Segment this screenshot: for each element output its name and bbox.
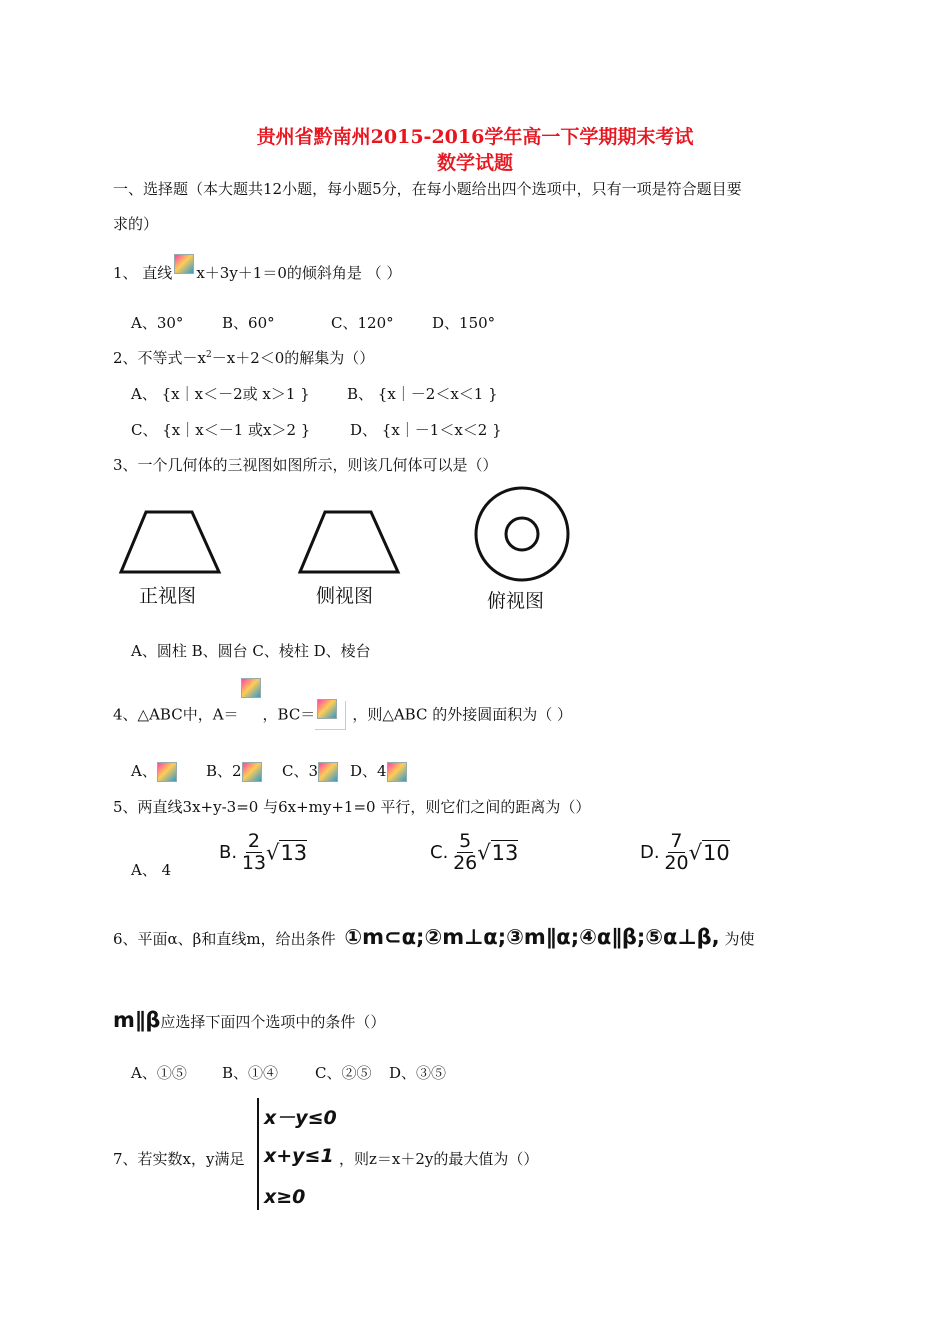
section-header-cont: 求的） bbox=[113, 215, 159, 233]
q6-line2-math: m∥β bbox=[113, 1008, 161, 1032]
q3-options: A、圆柱 B、圆台 C、棱柱 D、棱台 bbox=[131, 642, 371, 660]
formula-image-icon bbox=[242, 762, 262, 782]
q4-option-c-label: C、3 bbox=[282, 762, 319, 780]
q1-prefix: 1、 直线 bbox=[113, 264, 173, 282]
question-5: 5、两直线3x+y-3=0 与6x+my+1=0 平行，则它们之间的距离为（） bbox=[113, 798, 591, 816]
page-subtitle: 数学试题 bbox=[436, 152, 513, 174]
question-2 bbox=[113, 347, 374, 368]
q4-option-a bbox=[131, 760, 177, 782]
q6-stem: 6、平面α、β和直线m，给出条件 bbox=[113, 930, 336, 948]
q6-conditions: ①m⊂α;②m⊥α;③m∥α;④α∥β;⑤α⊥β, bbox=[344, 925, 720, 949]
q2-option-d: D、 {x｜－1＜x＜2 } bbox=[350, 421, 502, 439]
q5-option-c bbox=[430, 831, 518, 874]
q5-option-b bbox=[219, 831, 307, 874]
top-view-caption: 俯视图 bbox=[487, 590, 545, 612]
q5-d-radicand: 10 bbox=[702, 840, 730, 865]
q5-b-label: B. bbox=[219, 842, 238, 863]
page-title: 贵州省黔南州2015-2016学年高一下学期期末考试 bbox=[256, 126, 694, 148]
q5-b-sqrt: √13 bbox=[266, 840, 308, 865]
q5-b-radicand: 13 bbox=[280, 840, 308, 865]
angle-formula-box bbox=[239, 702, 263, 730]
q5-d-sqrt: √10 bbox=[688, 840, 730, 865]
q5-c-numerator: 5 bbox=[459, 830, 472, 852]
q5-option-d bbox=[640, 831, 730, 874]
q1-suffix: x＋3y＋1＝0的倾斜角是 （ ） bbox=[196, 264, 402, 282]
q2-option-c: C、 {x｜x＜－1 或x＞2 } bbox=[131, 421, 311, 439]
side-view-trapezoid bbox=[294, 508, 404, 578]
side-view-caption: 侧视图 bbox=[316, 585, 374, 607]
q4-option-c bbox=[282, 760, 338, 782]
q5-d-label: D. bbox=[640, 842, 660, 863]
q5-option-a: A、 4 bbox=[131, 861, 172, 879]
q2-stem-post: －x＋2＜0的解集为（） bbox=[211, 349, 375, 367]
question-7: 7、若实数x，y满足 bbox=[113, 1150, 245, 1168]
side-formula-box bbox=[315, 701, 346, 730]
q4-option-a-label: A、 bbox=[131, 762, 157, 780]
formula-image-icon bbox=[174, 254, 194, 274]
q6-option-b: B、①④ bbox=[222, 1064, 279, 1082]
q1-option-a: A、30° bbox=[131, 314, 184, 332]
q5-c-fraction bbox=[453, 831, 477, 874]
q2-option-a: A、 {x｜x＜－2或 x＞1 } bbox=[131, 385, 310, 403]
question-1 bbox=[113, 262, 401, 284]
formula-image-icon bbox=[241, 678, 261, 698]
q5-d-denominator: 20 bbox=[664, 852, 689, 874]
q6-option-c: C、②⑤ bbox=[315, 1064, 372, 1082]
q6-tail: 为使 bbox=[724, 930, 755, 948]
constraint-3: x≥0 bbox=[264, 1186, 306, 1208]
q2-option-b: B、 {x｜－2＜x＜1 } bbox=[347, 385, 498, 403]
q5-b-fraction bbox=[242, 831, 266, 874]
front-view-caption: 正视图 bbox=[139, 585, 197, 607]
q2-stem-pre: 2、不等式－x bbox=[113, 349, 207, 367]
formula-image-icon bbox=[387, 762, 407, 782]
question-4 bbox=[113, 701, 572, 730]
top-view-circles bbox=[470, 484, 574, 588]
q1-option-d: D、150° bbox=[432, 314, 496, 332]
q6-option-d: D、③⑤ bbox=[389, 1064, 447, 1082]
q4-option-d bbox=[350, 760, 407, 782]
q6-option-a: A、①⑤ bbox=[131, 1064, 187, 1082]
constraint-1: x－y≤0 bbox=[264, 1107, 337, 1129]
q1-option-c: C、120° bbox=[331, 314, 394, 332]
q4-option-d-label: D、4 bbox=[350, 762, 387, 780]
constraint-2: x+y≤1 bbox=[264, 1145, 334, 1167]
q5-b-denominator: 13 bbox=[241, 852, 267, 874]
question-3: 3、一个几何体的三视图如图所示，则该几何体可以是（） bbox=[113, 456, 498, 474]
question-6 bbox=[113, 925, 754, 949]
q5-b-numerator: 2 bbox=[247, 830, 260, 852]
q6-line2 bbox=[113, 1008, 385, 1032]
q4-option-b bbox=[206, 760, 262, 782]
section-header: 一、选择题（本大题共12小题，每小题5分，在每小题给出四个选项中，只有一项是符合题目要 bbox=[113, 180, 742, 198]
q5-d-numerator: 7 bbox=[670, 830, 683, 852]
q2-exponent: 2 bbox=[206, 350, 212, 360]
q7-tail: ，则z＝x＋2y的最大值为（） bbox=[339, 1150, 539, 1168]
q4-option-b-label: B、2 bbox=[206, 762, 242, 780]
q4-post: ，则△ABC 的外接圆面积为（ ） bbox=[352, 705, 572, 724]
q5-c-label: C. bbox=[430, 842, 449, 863]
q6-line2-text: 应选择下面四个选项中的条件（） bbox=[160, 1013, 386, 1031]
q1-option-b: B、60° bbox=[222, 314, 275, 332]
q5-c-sqrt: √13 bbox=[477, 840, 519, 865]
q5-c-denominator: 26 bbox=[453, 852, 478, 874]
front-view-trapezoid bbox=[115, 508, 225, 578]
q5-d-fraction bbox=[664, 831, 688, 874]
formula-image-icon bbox=[157, 762, 177, 782]
q5-c-radicand: 13 bbox=[491, 840, 519, 865]
formula-image-icon bbox=[317, 699, 337, 719]
q4-pre: 4、△ABC中，A＝ bbox=[113, 705, 239, 724]
q4-mid: ，BC＝ bbox=[262, 705, 316, 724]
system-brace bbox=[257, 1098, 259, 1210]
formula-image-icon bbox=[318, 762, 338, 782]
